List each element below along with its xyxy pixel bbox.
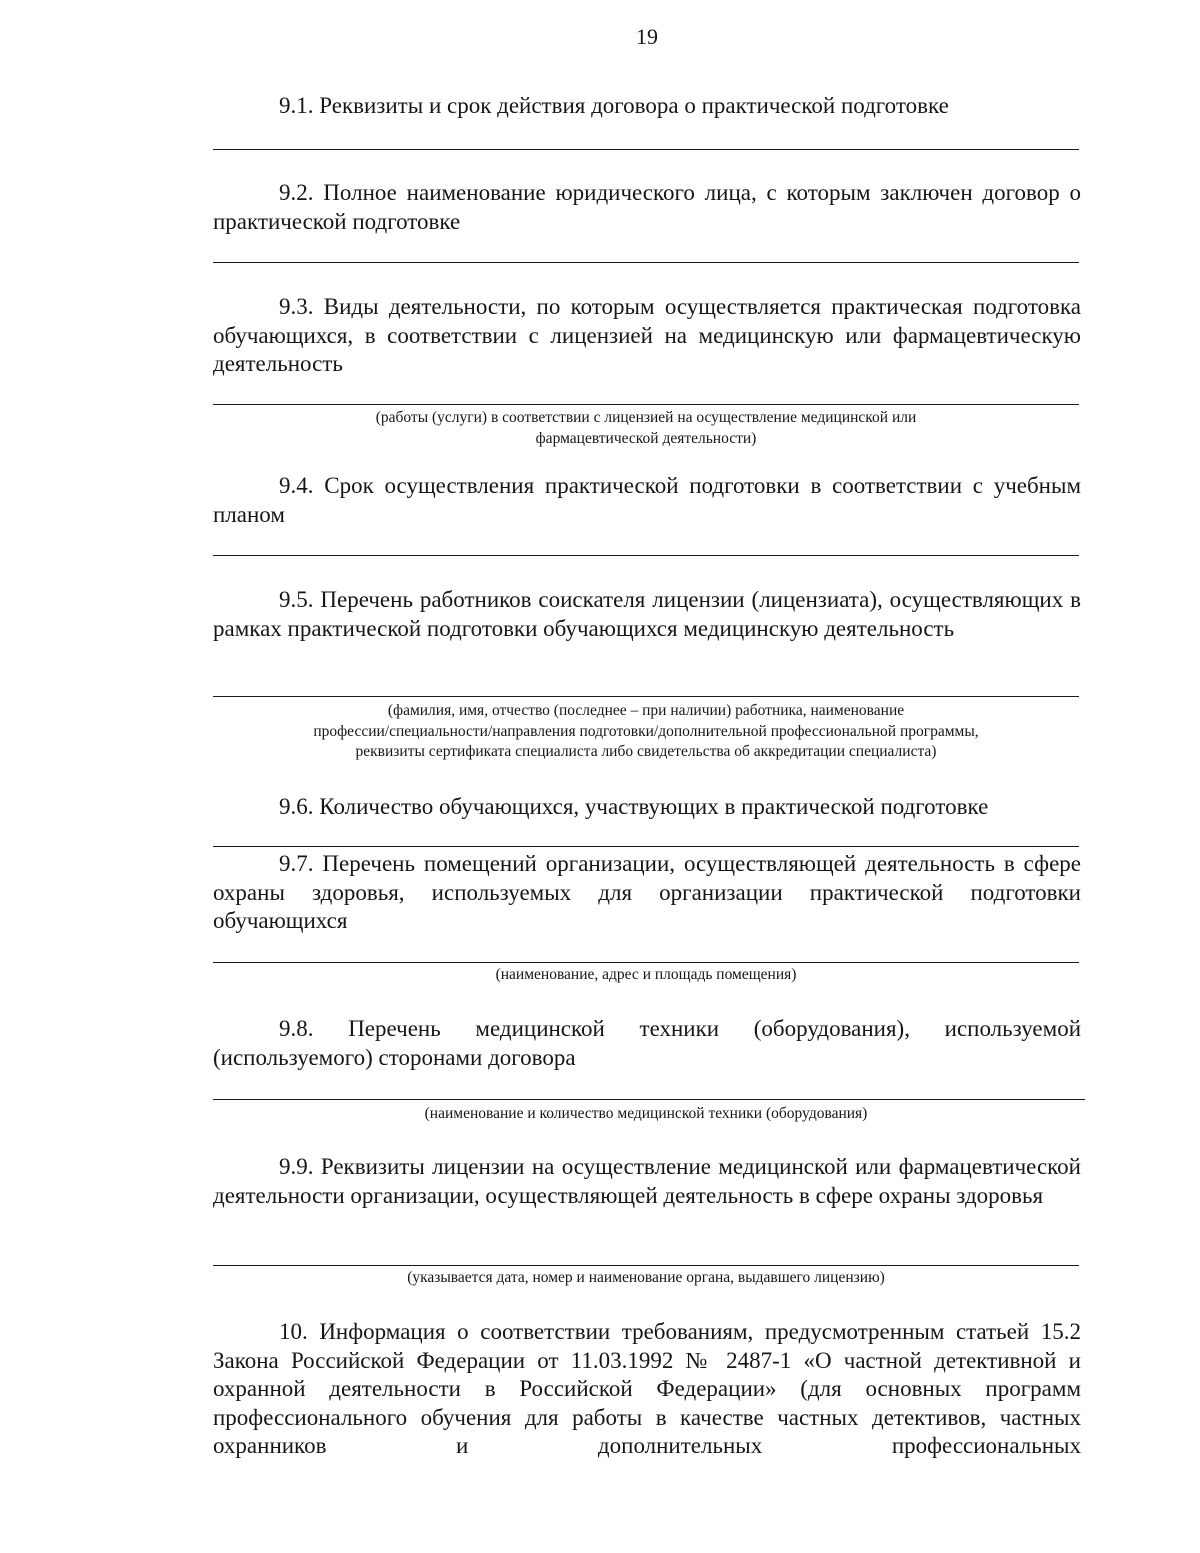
- fill-line-9-5: [213, 696, 1079, 697]
- caption-9-3-line-1: (работы (услуги) в соответствии с лицензией на осуществление медицинской или: [375, 409, 917, 426]
- fill-line-9-6: [213, 846, 1079, 847]
- caption-9-3: [213, 408, 1079, 449]
- caption-9-9: (указывается дата, номер и наименование органа, выдавшего лицензию): [407, 1269, 885, 1286]
- caption-9-5-line-1: (фамилия, имя, отчество (последнее – при наличии) работника, наименование: [387, 702, 905, 719]
- section-9-5-text: 9.5. Перечень работников соискателя лицензии (лицензиата), осуществляющих в рамках практической подготовки обучающихся медицинскую деятельность: [213, 587, 1081, 641]
- fill-line-9-2: [213, 262, 1079, 263]
- section-9-6-text: 9.6. Количество обучающихся, участвующих в практической подготовке: [279, 794, 989, 819]
- fill-line-9-4: [213, 555, 1079, 556]
- caption-9-3-line-2: фармацевтической деятельности): [535, 429, 757, 447]
- caption-9-5-line-3: реквизиты сертификата специалиста либо свидетельства об аккредитации специалиста): [355, 743, 937, 760]
- section-9-3-text: 9.3. Виды деятельности, по которым осуществляется практическая подготовка обучающихся, в соответствии с лицензией на медицинскую или фармацевтическую деятельность: [213, 294, 1081, 376]
- section-10-text: 10. Информация о соответствии требованиям, предусмотренным статьей 15.2 Закона Российской Федерации от 11.03.1992 № 2487-1 «О частной детективной и охранной деятельности в Российской Федерации» (для основных программ профессионального обучения для работы в качестве частных детективов, частных охранников и дополнительных профессиональных: [213, 1319, 1081, 1458]
- section-9-2-text: 9.2. Полное наименование юридического лица, с которым заключен договор о практической подготовке: [213, 180, 1081, 234]
- section-9-9-text: 9.9. Реквизиты лицензии на осуществление медицинской или фармацевтической деятельности организации, осуществляющей деятельность в сфере охраны здоровья: [213, 1154, 1081, 1208]
- caption-9-8: (наименование и количество медицинской техники (оборудования): [424, 1105, 868, 1122]
- page-number: 19: [636, 24, 658, 49]
- section-9-7-text: 9.7. Перечень помещений организации, осуществляющей деятельность в сфере охраны здоровья, используемых для организации практической подготовки обучающихся: [213, 851, 1081, 933]
- caption-9-5-line-2: профессии/специальности/направления подготовки/дополнительной профессиональной программы,: [313, 722, 979, 740]
- fill-line-9-1: [213, 149, 1079, 150]
- section-9-8-text: 9.8. Перечень медицинской техники (оборудования), используемой (используемого) сторонами договора: [213, 1016, 1081, 1070]
- fill-line-9-3: [213, 404, 1079, 405]
- fill-line-9-7: [213, 962, 1079, 963]
- caption-9-5: [213, 701, 1079, 763]
- caption-9-7: (наименование, адрес и площадь помещения): [495, 966, 797, 983]
- fill-line-9-9: [213, 1265, 1079, 1266]
- fill-line-9-8: [213, 1099, 1085, 1100]
- section-9-1-text: 9.1. Реквизиты и срок действия договора о практической подготовке: [279, 93, 949, 118]
- section-9-4-text: 9.4. Срок осуществления практической подготовки в соответствии с учебным планом: [213, 473, 1081, 527]
